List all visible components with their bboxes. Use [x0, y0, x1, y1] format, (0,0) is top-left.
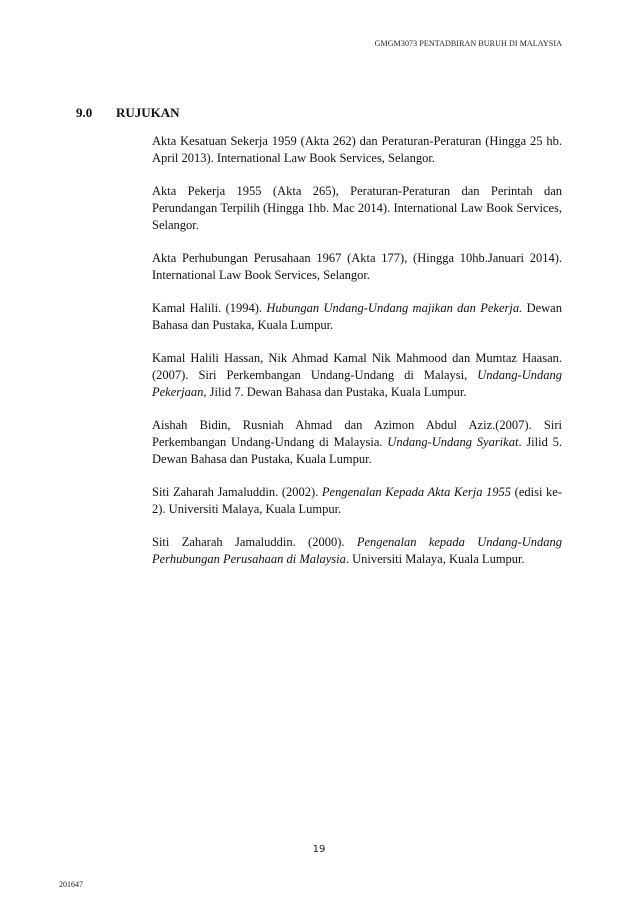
page-header-course-title: GMGM3073 PENTADBIRAN BURUH DI MALAYSIA	[374, 39, 562, 48]
reference-text: Akta Pekerja 1955 (Akta 265), Peraturan-Peraturan dan Perintah dan Perundangan Terpilih (Hingga 1hb. Mac 2014). International Law Book Services, Selangor.	[152, 184, 562, 232]
reference-text: Akta Perhubungan Perusahaan 1967 (Akta 177), (Hingga 10hb.Januari 2014). International Law Book Services, Selangor.	[152, 251, 562, 282]
section-number: 9.0	[76, 105, 93, 120]
reference-entry	[152, 183, 562, 234]
reference-text-after: . Jilid 5. Dewan Bahasa dan Pustaka, Kuala Lumpur.	[152, 435, 562, 466]
reference-title: Undang-Undang Syarikat	[387, 435, 519, 449]
reference-title: Pengenalan kepada Undang-Undang Perhubungan Perusahaan di Malaysia	[152, 535, 562, 566]
page-number: 19	[312, 844, 326, 855]
reference-text: Siti Zaharah Jamaluddin. (2002).	[152, 485, 322, 499]
reference-title: Hubungan Undang-Undang majikan dan Pekerja.	[266, 301, 523, 315]
section-title: RUJUKAN	[116, 105, 180, 120]
section-heading	[76, 105, 180, 121]
reference-entry	[152, 417, 562, 468]
reference-entry	[152, 534, 562, 568]
reference-text-after: . Universiti Malaya, Kuala Lumpur.	[345, 552, 525, 566]
reference-text: Kamal Halili Hassan, Nik Ahmad Kamal Nik Mahmood dan Mumtaz Haasan. (2007). Siri Perkembangan Undang-Undang di Malaysi,	[152, 351, 562, 382]
reference-text: Aishah Bidin, Rusniah Ahmad dan Azimon Abdul Aziz.(2007). Siri Perkembangan Undang-Undang di Malaysia.	[152, 418, 562, 449]
reference-text: Kamal Halili. (1994).	[152, 301, 267, 315]
reference-entry	[152, 133, 562, 167]
reference-entry	[152, 250, 562, 284]
reference-entry	[152, 300, 562, 334]
reference-entry	[152, 350, 562, 401]
reference-text-after: Dewan Bahasa dan Pustaka, Kuala Lumpur.	[152, 301, 562, 332]
reference-text-after: (edisi ke-2). Universiti Malaya, Kuala Lumpur.	[152, 485, 562, 516]
reference-text: Akta Kesatuan Sekerja 1959 (Akta 262) dan Peraturan-Peraturan (Hingga 25 hb. April 2013). International Law Book Services, Selangor.	[152, 134, 562, 165]
student-id: 201647	[59, 880, 83, 889]
reference-text: Siti Zaharah Jamaluddin. (2000).	[152, 535, 357, 549]
reference-text-after: , Jilid 7. Dewan Bahasa dan Pustaka, Kuala Lumpur.	[203, 385, 467, 399]
reference-title: Undang-Undang Pekerjaan	[152, 368, 562, 399]
reference-entry	[152, 484, 562, 518]
reference-list	[152, 133, 562, 584]
reference-title: Pengenalan Kepada Akta Kerja 1955	[321, 485, 512, 499]
